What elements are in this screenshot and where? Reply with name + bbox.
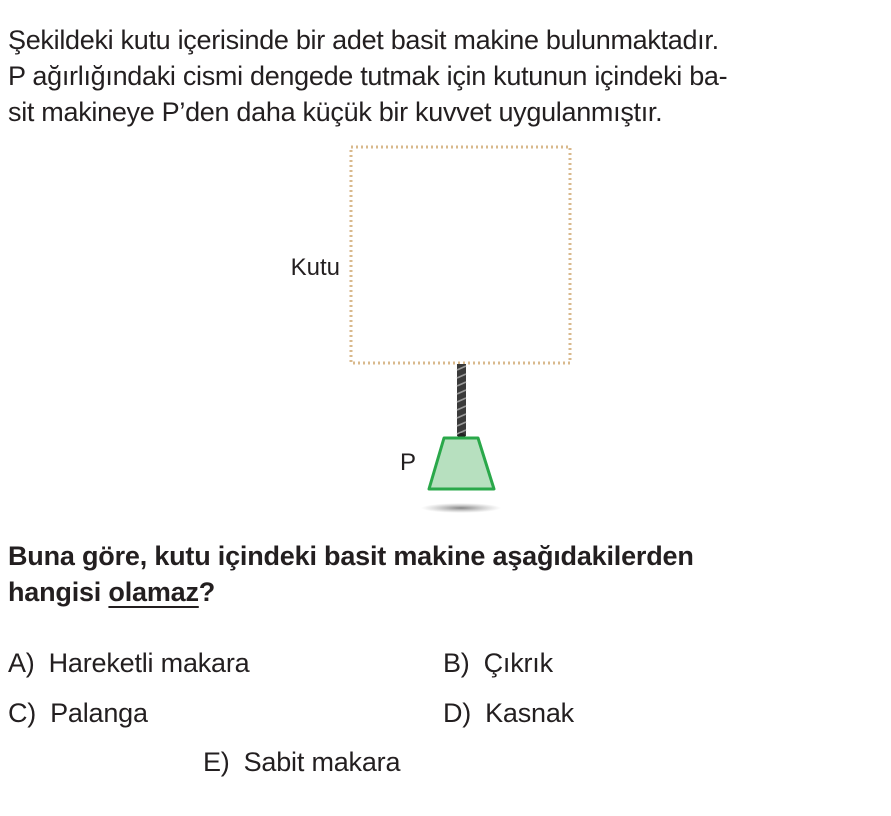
option-b[interactable] [443,646,553,680]
option-e-text: Sabit makara [243,747,401,777]
option-a[interactable] [8,646,249,680]
intro-line-1: Şekildeki kutu içerisinde bir adet basit makine bulunmaktadır. [8,25,719,55]
question-prefix: hangisi [8,577,109,607]
question-text [8,538,878,610]
intro-line-3: sit makineye P’den daha küçük bir kuvvet uygulanmıştır. [8,97,663,127]
kutu-label: Kutu [290,254,340,281]
weight-label: P [400,449,417,476]
weight-p [429,438,494,489]
rope [457,364,466,441]
option-a-letter: A) [8,648,35,678]
question-emphasis: olamaz [108,577,199,607]
option-b-letter: B) [443,648,470,678]
weight-shadow [421,503,501,513]
option-c-letter: C) [8,698,37,728]
option-e[interactable] [203,745,400,779]
option-e-letter: E) [203,747,230,777]
option-d-letter: D) [443,698,472,728]
option-c[interactable] [8,696,148,730]
question-line-2 [8,574,878,610]
question-line-1: Buna göre, kutu içindeki basit makine aşağıdakilerden [8,541,694,571]
option-b-text: Çıkrık [483,648,553,678]
kutu-box [351,147,570,363]
intro-line-2: P ağırlığındaki cismi dengede tutmak için kutunun içindeki ba- [8,61,728,91]
option-c-text: Palanga [50,698,148,728]
option-d[interactable] [443,696,574,730]
option-a-text: Hareketli makara [48,648,250,678]
question-suffix: ? [198,577,216,607]
option-d-text: Kasnak [485,698,574,728]
